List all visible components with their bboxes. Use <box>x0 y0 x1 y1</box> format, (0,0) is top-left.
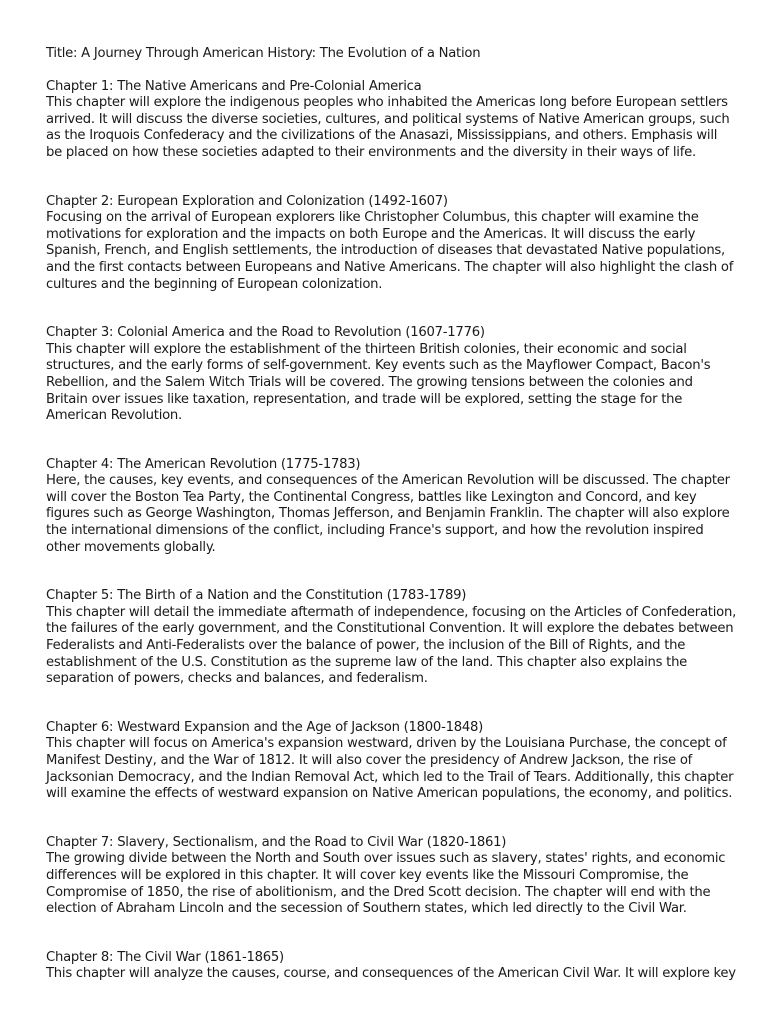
chapter-heading: Chapter 6: Westward Expansion and the Age of Jackson (1800-1848) <box>46 719 484 735</box>
chapter-2 <box>46 194 736 294</box>
chapter-heading: Chapter 1: The Native Americans and Pre-Colonial America <box>46 78 422 94</box>
chapter-7 <box>46 835 736 918</box>
chapter-body: The growing divide between the North and South over issues such as slavery, states' rights, and economic differences will be explored in this chapter. It will cover key events like the Missouri Compromise, the Compromise of 1850, the rise of abolitionism, and the Dred Scott decision. The chapter will end with the election of Abraham Lincoln and the secession of Southern states, which led directly to the Civil War. <box>46 851 726 917</box>
chapter-body: Focusing on the arrival of European explorers like Christopher Columbus, this chapter will examine the motivations for exploration and the impacts on both Europe and the Americas. It will discuss the early Spanish, French, and English settlements, the introduction of diseases that devastated Native populations, and the first contacts between Europeans and Native Americans. The chapter will also highlight the clash of cultures and the beginning of European colonization. <box>46 210 734 292</box>
chapter-8 <box>46 950 736 983</box>
paragraph-gap <box>46 688 736 720</box>
chapter-heading: Chapter 7: Slavery, Sectionalism, and the Road to Civil War (1820-1861) <box>46 834 507 850</box>
chapter-body: Here, the causes, key events, and consequences of the American Revolution will be discussed. The chapter will cover the Boston Tea Party, the Continental Congress, battles like Lexington and Concord, and key figures such as George Washington, Thomas Jefferson, and Benjamin Franklin. The chapter will also explore the international dimensions of the conflict, including France's support, and how the revolution inspired other movements globally. <box>46 473 730 555</box>
chapter-3 <box>46 325 736 425</box>
document-page <box>46 46 736 983</box>
chapter-heading: Chapter 4: The American Revolution (1775-1783) <box>46 456 361 472</box>
paragraph-gap <box>46 293 736 325</box>
chapter-6 <box>46 720 736 803</box>
chapter-body: This chapter will focus on America's expansion westward, driven by the Louisiana Purchase, the concept of Manifest Destiny, and the War of 1812. It will also cover the presidency of Andrew Jackson, the rise of Jacksonian Democracy, and the Indian Removal Act, which led to the Trail of Tears. Additionally, this chapter will examine the effects of westward expansion on Native American populations, the economy, and politics. <box>46 736 734 802</box>
chapter-4 <box>46 457 736 557</box>
chapter-body: This chapter will detail the immediate aftermath of independence, focusing on the Articles of Confederation, the failures of the early government, and the Constitutional Convention. It will explore the debates between Federalists and Anti-Federalists over the balance of power, the inclusion of the Bill of Rights, and the establishment of the U.S. Constitution as the supreme law of the land. This chapter also explains the separation of powers, checks and balances, and federalism. <box>46 604 737 687</box>
chapter-body: This chapter will analyze the causes, course, and consequences of the American Civil War. It will explore key <box>46 966 736 982</box>
chapter-body: This chapter will explore the establishment of the thirteen British colonies, their economic and social structures, and the early forms of self-government. Key events such as the Mayflower Compact, Bacon's Rebellion, and the Salem Witch Trials will be covered. The growing tensions between the colonies and Britain over issues like taxation, representation, and trade will be explored, setting the stage for the American Revolution. <box>46 341 711 424</box>
paragraph-gap <box>46 162 736 194</box>
chapter-heading: Chapter 2: European Exploration and Colonization (1492-1607) <box>46 193 448 209</box>
document-title: Title: A Journey Through American History: The Evolution of a Nation <box>46 46 481 61</box>
paragraph-gap <box>46 425 736 457</box>
paragraph-gap <box>46 918 736 950</box>
chapter-5 <box>46 588 736 688</box>
paragraph-gap <box>46 556 736 588</box>
paragraph-gap <box>46 803 736 835</box>
chapter-body: This chapter will explore the indigenous peoples who inhabited the Americas long before European settlers arrived. It will discuss the diverse societies, cultures, and political systems of Native American groups, such as the Iroquois Confederacy and the civilizations of the Anasazi, Mississippians, and others. Emphasis will be placed on how these societies adapted to their environments and the diversity in their ways of life. <box>46 95 730 160</box>
chapter-heading: Chapter 3: Colonial America and the Road to Revolution (1607-1776) <box>46 325 485 341</box>
chapter-1 <box>46 79 736 162</box>
chapter-heading: Chapter 5: The Birth of a Nation and the Constitution (1783-1789) <box>46 588 467 604</box>
chapter-heading: Chapter 8: The Civil War (1861-1865) <box>46 949 284 965</box>
